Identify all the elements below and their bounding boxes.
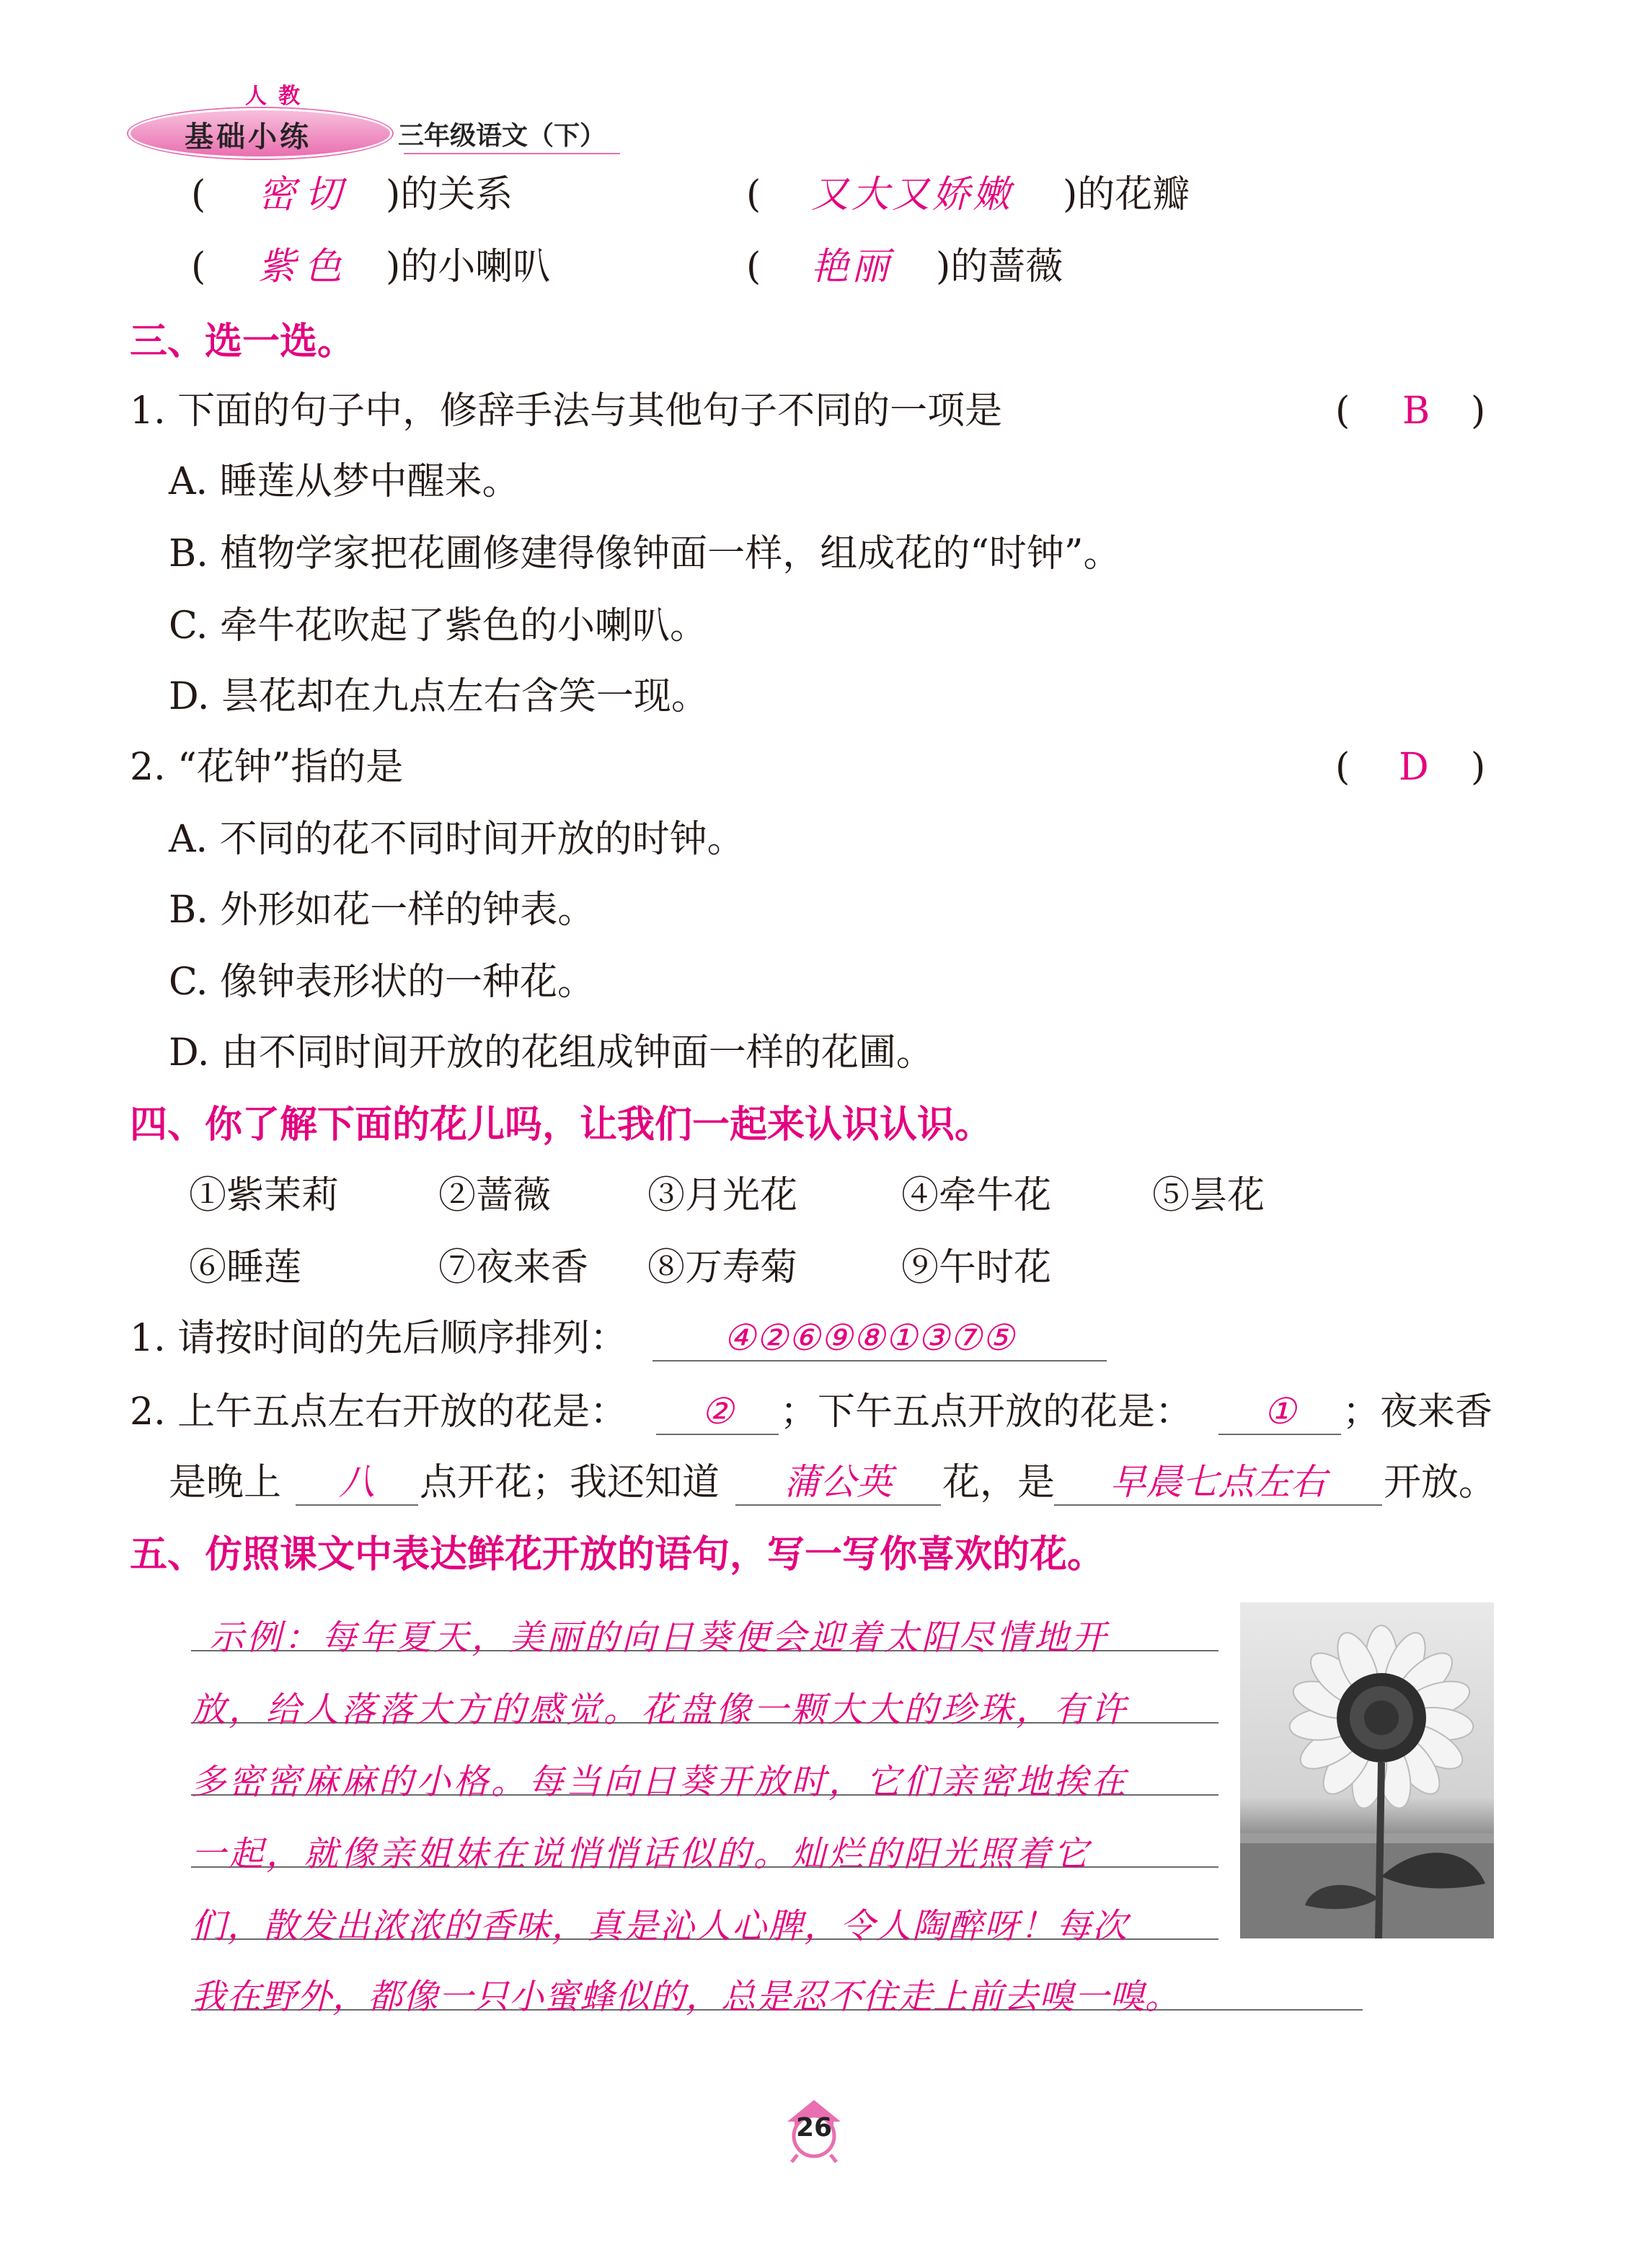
option: A. 睡莲从梦中醒来。 bbox=[169, 460, 520, 503]
section-3-title: 三、选一选。 bbox=[130, 320, 355, 363]
flower-item: ⑥睡莲 bbox=[189, 1246, 302, 1289]
answer-paren-close: ) bbox=[1471, 746, 1486, 789]
series-title: 基础小练 bbox=[185, 120, 311, 154]
order-answer: ④②⑥⑨⑧①③⑦⑤ bbox=[723, 1317, 1014, 1359]
option: C. 像钟表形状的一种花。 bbox=[169, 961, 595, 1004]
sunflower-illustration bbox=[1240, 1602, 1494, 1938]
blank-answer: 蒲公英 bbox=[784, 1461, 893, 1503]
open-paren: ( bbox=[191, 173, 206, 216]
blank-answer: ② bbox=[701, 1390, 734, 1432]
essay-line: 我在野外，都像一只小蜜蜂似的，总是忍不住走上前去嗅一嗅。 bbox=[191, 1977, 1181, 2017]
q2-text: ；夜来香 bbox=[1342, 1390, 1493, 1434]
open-paren: ( bbox=[746, 173, 761, 216]
publisher-label: 人教 bbox=[245, 84, 311, 109]
page-number: 26 bbox=[795, 2113, 833, 2143]
fill-suffix: )的小喇叭 bbox=[386, 245, 551, 288]
flower-item: ③月光花 bbox=[647, 1174, 798, 1217]
subject-title: 三年级语文（下） bbox=[398, 121, 606, 151]
answer-paren-open: ( bbox=[1335, 389, 1350, 433]
option: B. 植物学家把花圃修建得像钟面一样，组成花的“时钟”。 bbox=[169, 532, 1121, 575]
q2-text: 点开花；我还知道 bbox=[420, 1461, 720, 1504]
fill-suffix: )的蔷薇 bbox=[936, 245, 1063, 288]
q2-text: 开放。 bbox=[1384, 1461, 1497, 1504]
sunflower-photo bbox=[1240, 1602, 1494, 1938]
blank-answer: ① bbox=[1263, 1390, 1296, 1432]
fill-answer: 密切 bbox=[258, 173, 351, 216]
fill-suffix: )的关系 bbox=[386, 173, 513, 216]
q2-text: ；下午五点开放的花是： bbox=[780, 1390, 1193, 1434]
option: B. 外形如花一样的钟表。 bbox=[169, 888, 596, 932]
fill-answer: 又大又娇嫩 bbox=[811, 173, 1014, 216]
question-2-answer: D bbox=[1399, 746, 1429, 789]
flower-item: ④牵牛花 bbox=[901, 1174, 1052, 1217]
option: C. 牵牛花吹起了紫色的小喇叭。 bbox=[169, 604, 707, 648]
essay-line: 多密密麻麻的小格。每当向日葵开放时，它们亲密地挨在 bbox=[191, 1762, 1129, 1802]
open-paren: ( bbox=[191, 245, 206, 288]
blank-answer: 八 bbox=[339, 1461, 375, 1503]
blank-answer: 早晨七点左右 bbox=[1110, 1461, 1327, 1503]
flower-item: ②蔷薇 bbox=[438, 1174, 552, 1217]
essay-line: 们，散发出浓浓的香味，真是沁人心脾，令人陶醉呀！每次 bbox=[191, 1906, 1129, 1946]
q2-text: 是晚上 bbox=[169, 1461, 282, 1504]
essay-line: 一起，就像亲姐妹在说悄悄话似的。灿烂的阳光照着它 bbox=[191, 1834, 1092, 1874]
flower-item: ①紫茉莉 bbox=[189, 1174, 340, 1217]
essay-line: 放，给人落落大方的感觉。花盘像一颗大大的珍珠，有许 bbox=[191, 1690, 1129, 1730]
section-5-title: 五、仿照课文中表达鲜花开放的语句，写一写你喜欢的花。 bbox=[130, 1533, 1105, 1576]
question-2-stem: 2. “花钟”指的是 bbox=[130, 746, 404, 789]
section-4-title: 四、你了解下面的花儿吗，让我们一起来认识认识。 bbox=[130, 1103, 993, 1147]
order-question-label: 1. 请按时间的先后顺序排列： bbox=[130, 1317, 628, 1360]
flower-item: ⑨午时花 bbox=[901, 1246, 1052, 1289]
question-1-answer: B bbox=[1402, 389, 1430, 433]
answer-paren-close: ) bbox=[1471, 389, 1486, 433]
flower-item: ⑤昙花 bbox=[1152, 1174, 1265, 1217]
flower-item: ⑧万寿菊 bbox=[647, 1246, 798, 1289]
fill-answer: 紫色 bbox=[258, 245, 351, 288]
q2-text: 2. 上午五点左右开放的花是： bbox=[130, 1390, 628, 1434]
answer-paren-open: ( bbox=[1335, 746, 1350, 789]
fill-suffix: )的花瓣 bbox=[1063, 173, 1190, 216]
fill-answer: 艳丽 bbox=[811, 245, 893, 288]
essay-line: 示例：每年夏天，美丽的向日葵便会迎着太阳尽情地开 bbox=[209, 1618, 1110, 1658]
q2-text: 花，是 bbox=[942, 1461, 1056, 1504]
header-divider bbox=[404, 153, 620, 154]
option: D. 由不同时间开放的花组成钟面一样的花圃。 bbox=[169, 1031, 934, 1075]
flower-item: ⑦夜来香 bbox=[438, 1246, 589, 1289]
open-paren: ( bbox=[746, 245, 761, 288]
option: A. 不同的花不同时间开放的时钟。 bbox=[169, 818, 745, 861]
question-1-stem: 1. 下面的句子中，修辞手法与其他句子不同的一项是 bbox=[130, 389, 1003, 433]
option: D. 昙花却在九点左右含笑一现。 bbox=[169, 675, 709, 718]
